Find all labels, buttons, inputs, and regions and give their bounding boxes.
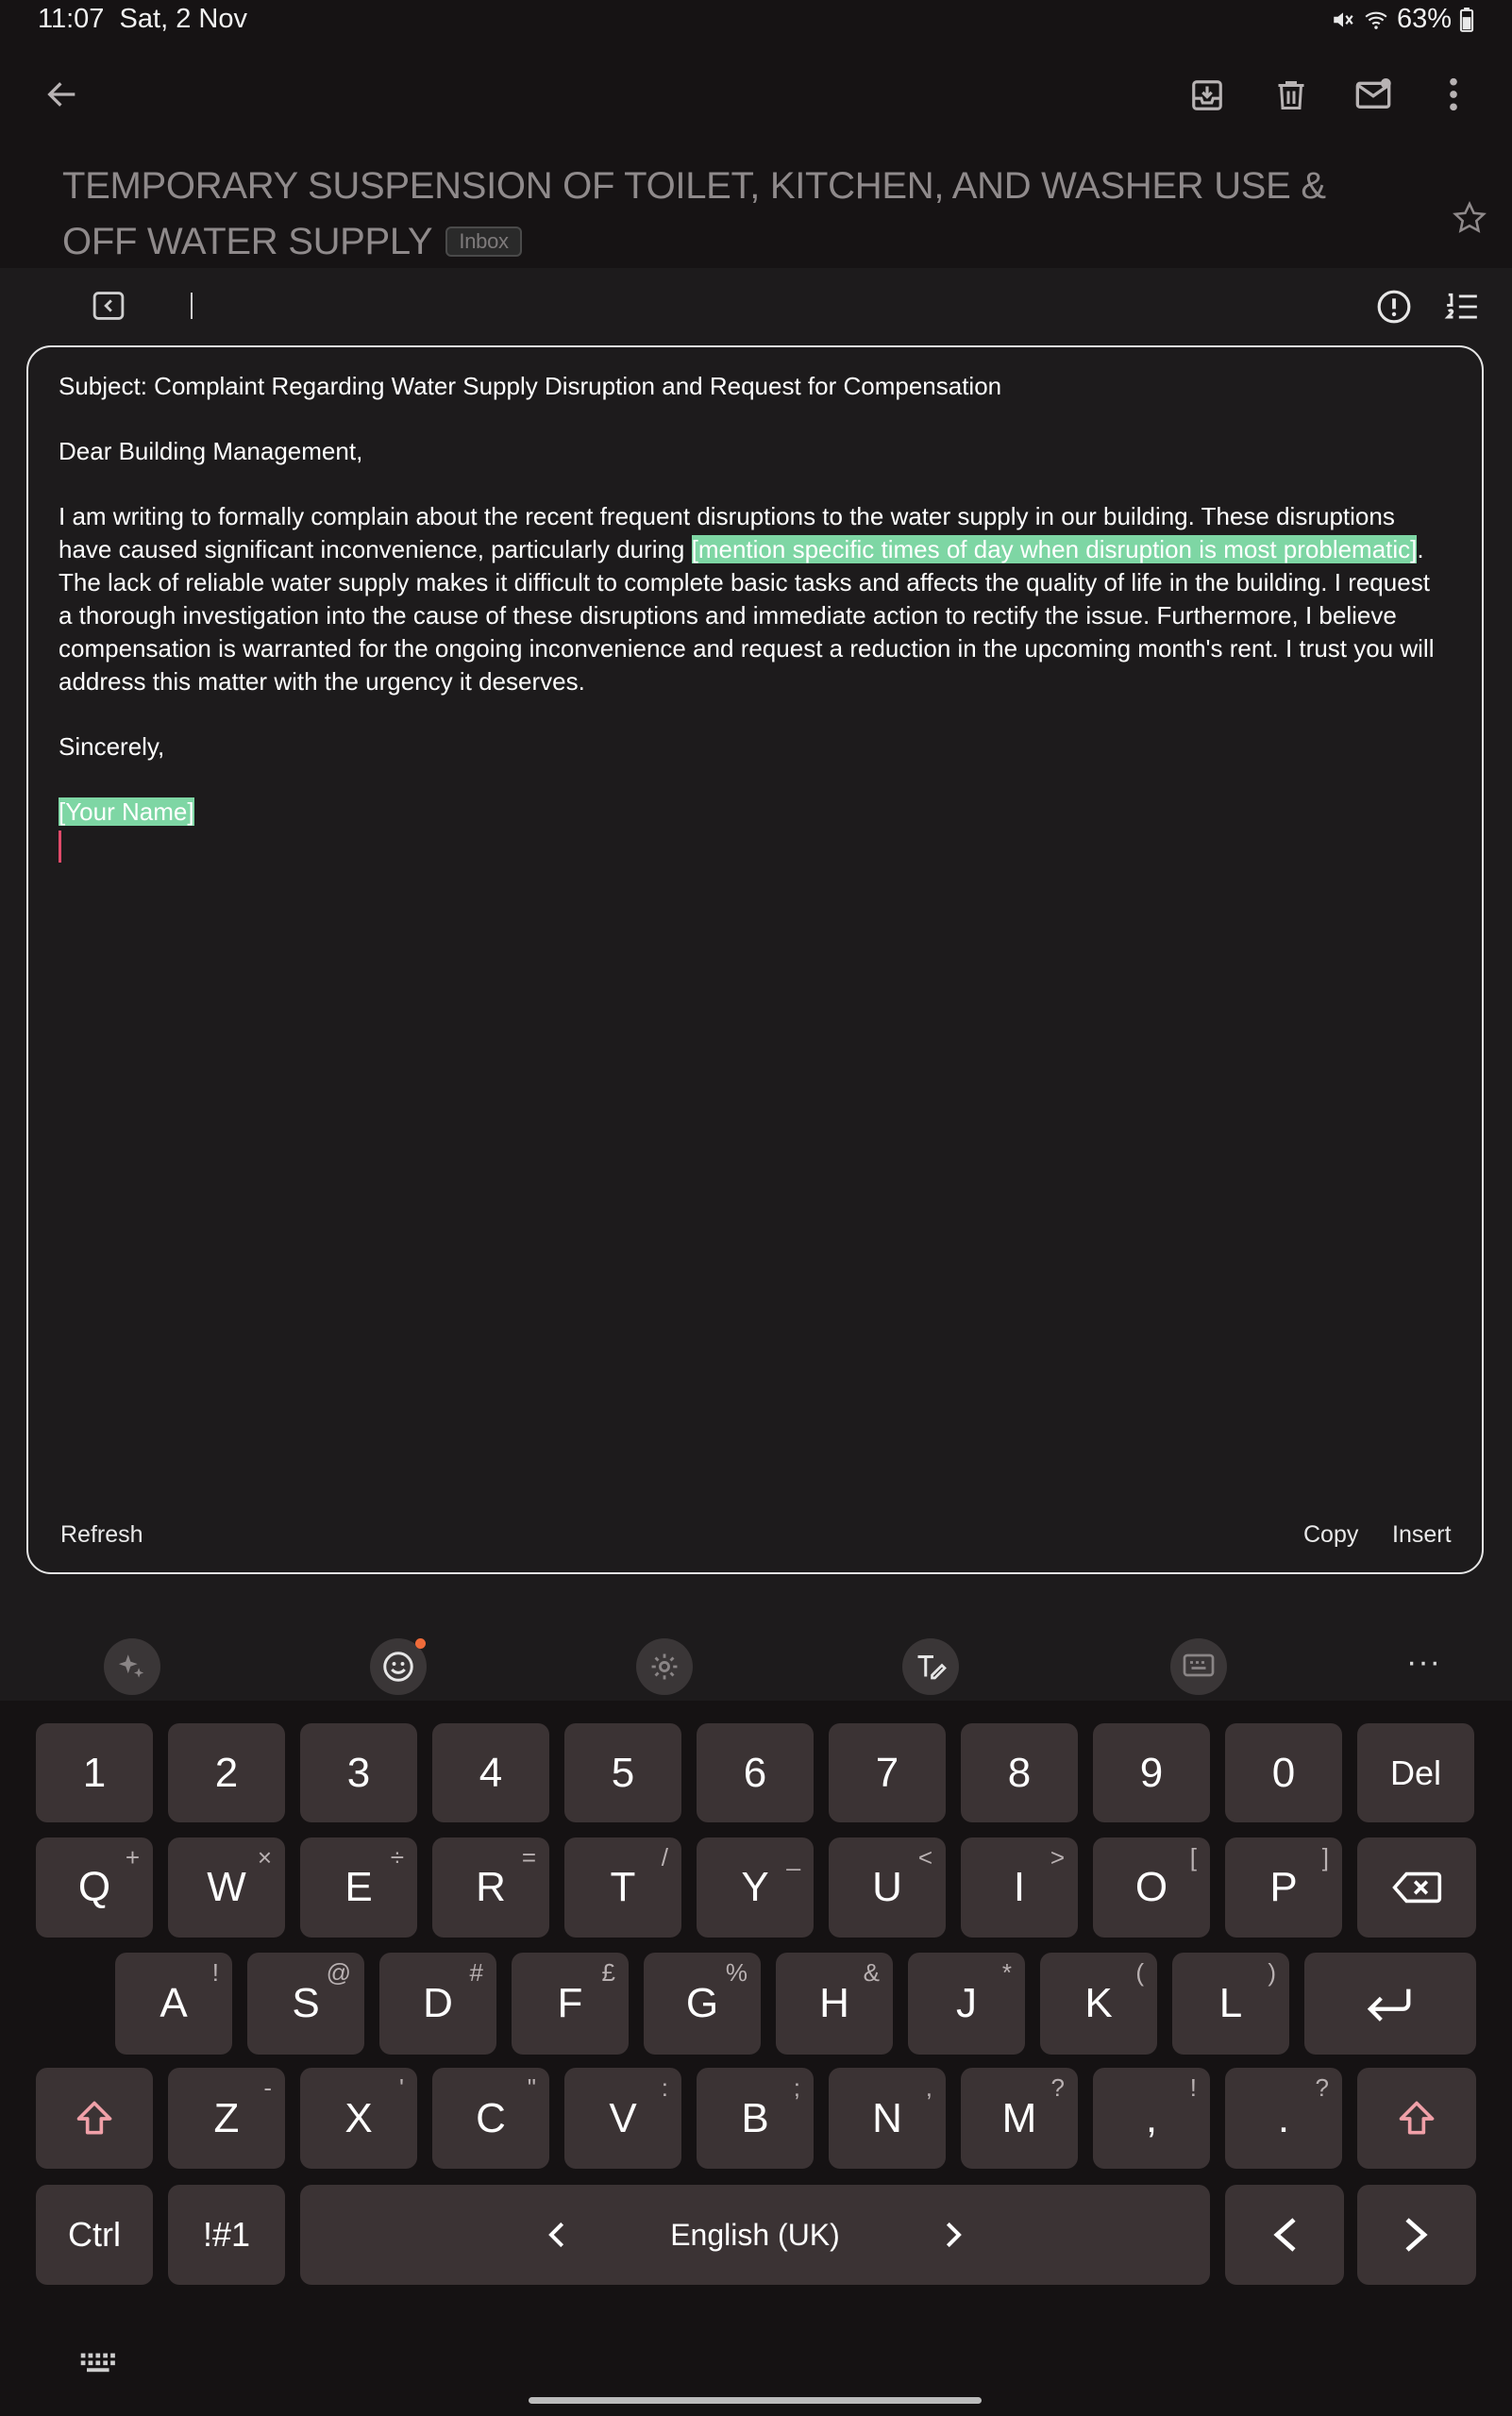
keyboard-layout-icon <box>1182 1652 1216 1682</box>
key-label: A <box>160 1980 188 2026</box>
cursor-left-key[interactable] <box>1225 2185 1344 2285</box>
key-hint: * <box>1001 1958 1012 1987</box>
key-label: H <box>819 1980 849 2026</box>
letter-subject-line: Subject: Complaint Regarding Water Supply Disruption and Request for Compensation <box>59 372 1002 400</box>
key-n[interactable] <box>829 2068 946 2169</box>
handwriting-icon <box>913 1650 949 1684</box>
key-e[interactable] <box>300 1837 417 1938</box>
key-label: 8 <box>1007 1749 1032 1796</box>
ctrl-key[interactable]: Ctrl <box>36 2185 153 2285</box>
keyboard-settings-button[interactable] <box>636 1638 693 1695</box>
key-u[interactable] <box>829 1837 946 1938</box>
status-time: 11:07 <box>38 4 105 34</box>
key-7[interactable] <box>829 1723 946 1822</box>
key-label: I <box>1013 1864 1026 1910</box>
mark-unread-icon[interactable] <box>1353 76 1393 113</box>
key-o[interactable] <box>1093 1837 1210 1938</box>
text-caret <box>59 830 61 863</box>
email-subject-title <box>62 159 1365 270</box>
key-5[interactable] <box>564 1723 681 1822</box>
key-label: T <box>610 1864 636 1910</box>
key-hint: ' <box>399 2073 404 2102</box>
copy-button[interactable]: Copy <box>1303 1521 1359 1548</box>
wifi-icon <box>1363 8 1389 32</box>
key-hint: = <box>521 1843 536 1871</box>
emoji-notification-dot <box>415 1638 426 1649</box>
placeholder-times-highlight[interactable]: [mention specific times of day when disruption is most problematic] <box>691 535 1418 563</box>
key-hint: + <box>125 1843 140 1871</box>
back-arrow-icon[interactable] <box>43 76 81 113</box>
key-label: 4 <box>479 1749 503 1796</box>
key-hint: ! <box>1189 2073 1197 2102</box>
key-label: R <box>476 1864 506 1910</box>
key-hint: ! <box>211 1958 219 1987</box>
keyboard-mode-button[interactable] <box>1170 1638 1227 1695</box>
key-label: 2 <box>214 1749 239 1796</box>
key-label: F <box>557 1980 583 2026</box>
shift-key-left[interactable] <box>36 2068 153 2169</box>
key-l[interactable] <box>1172 1953 1289 2055</box>
key-label: U <box>872 1864 902 1910</box>
info-alert-icon[interactable] <box>1376 289 1412 325</box>
enter-icon <box>1365 1985 1416 2022</box>
key-hint: " <box>527 2073 536 2102</box>
status-time-date <box>38 4 247 35</box>
key-hint: _ <box>786 1843 800 1871</box>
key-label: 1 <box>82 1749 107 1796</box>
key-6[interactable] <box>697 1723 814 1822</box>
key-label: Z <box>213 2094 240 2141</box>
gear-icon <box>648 1651 680 1683</box>
key-b[interactable] <box>697 2068 814 2169</box>
key-label: S <box>292 1980 320 2026</box>
refresh-button[interactable]: Refresh <box>60 1521 143 1548</box>
key-label: P <box>1269 1864 1298 1910</box>
toolbar-text-cursor <box>191 293 193 319</box>
key-del[interactable] <box>1357 1723 1474 1822</box>
status-icons <box>1331 4 1474 35</box>
key-label: E <box>344 1864 373 1910</box>
key-r[interactable] <box>432 1837 549 1938</box>
key-label: . <box>1277 2094 1290 2141</box>
key-label: 9 <box>1139 1749 1164 1796</box>
key-label: M <box>1001 2094 1037 2141</box>
key-hint: @ <box>326 1958 351 1987</box>
key-label: 6 <box>743 1749 767 1796</box>
key-0[interactable] <box>1225 1723 1342 1822</box>
letter-body-part2: . The lack of reliable water supply makes it difficult to complete basic tasks and affects the quality of life in the building. I request a thorough investigation into the cause of these disruptions and immediate action to rectify the issue. Furthermore, I believe compensation is warranted for the ongoing inconvenience and request a reduction in the upcoming month's rent. I trust you will address this matter with the urgency it deserves. <box>59 535 1435 696</box>
key-hint: × <box>257 1843 272 1871</box>
key-label: J <box>956 1980 977 2026</box>
key-9[interactable] <box>1093 1723 1210 1822</box>
key-hint: < <box>917 1843 932 1871</box>
key-hint: # <box>469 1958 483 1987</box>
key-label: , <box>1145 2094 1158 2141</box>
key-y[interactable] <box>697 1837 814 1938</box>
arrow-right-icon <box>1403 2216 1431 2254</box>
key-hint: ] <box>1321 1843 1329 1871</box>
key-label: Q <box>77 1864 111 1910</box>
key-3[interactable] <box>300 1723 417 1822</box>
key-hint: : <box>661 2073 668 2102</box>
letter-body-part1: I am writing to formally complain about the recent frequent disruptions to the water supply in our building. These disruptions have caused significant inconvenience, particularly during <box>59 502 1395 563</box>
key-g[interactable] <box>644 1953 761 2055</box>
star-icon[interactable] <box>1452 200 1487 236</box>
key-i[interactable] <box>961 1837 1078 1938</box>
key-label: L <box>1218 1980 1243 2026</box>
key-d[interactable] <box>379 1953 496 2055</box>
key-hint: ( <box>1135 1958 1144 1987</box>
enter-key[interactable] <box>1304 1953 1476 2055</box>
key-j[interactable] <box>908 1953 1025 2055</box>
shift-icon <box>1396 2098 1437 2139</box>
key-label: 5 <box>611 1749 635 1796</box>
key-hint: & <box>863 1958 880 1987</box>
key-4[interactable] <box>432 1723 549 1822</box>
key-label: Y <box>741 1864 769 1910</box>
key-hint: - <box>263 2073 272 2102</box>
insert-button[interactable]: Insert <box>1392 1521 1452 1548</box>
letter-body <box>59 500 1436 698</box>
backspace-key[interactable] <box>1357 1837 1476 1938</box>
key-hint: % <box>725 1958 748 1987</box>
key-f[interactable] <box>512 1953 629 2055</box>
key-label: Del <box>1389 1753 1442 1792</box>
arrow-left-icon <box>1270 2216 1299 2254</box>
key-label: C <box>476 2094 506 2141</box>
symbols-key[interactable]: !#1 <box>168 2185 285 2285</box>
shift-key-right[interactable] <box>1357 2068 1476 2169</box>
hide-keyboard-icon[interactable] <box>79 2352 115 2373</box>
battery-percent: 63% <box>1396 4 1452 34</box>
key-x[interactable] <box>300 2068 417 2169</box>
letter-closing: Sincerely, <box>59 732 165 761</box>
key-q[interactable] <box>36 1837 153 1938</box>
key-hint: ? <box>1050 2073 1065 2102</box>
key-label: 0 <box>1271 1749 1296 1796</box>
key-label: D <box>423 1980 453 2026</box>
key-p[interactable] <box>1225 1837 1342 1938</box>
space-bar[interactable] <box>300 2185 1210 2285</box>
key-2[interactable] <box>168 1723 285 1822</box>
key-1[interactable] <box>36 1723 153 1822</box>
key-label: G <box>685 1980 719 2026</box>
more-options-icon[interactable] <box>1442 76 1465 113</box>
key-label: 3 <box>346 1749 371 1796</box>
ai-tools-button[interactable] <box>104 1638 160 1695</box>
key-label: N <box>872 2094 902 2141</box>
key-hint: ? <box>1315 2073 1329 2102</box>
key-hint: ; <box>793 2073 800 2102</box>
key-label: V <box>609 2094 637 2141</box>
key-label: O <box>1134 1864 1168 1910</box>
key-hint: £ <box>601 1958 615 1987</box>
sparkle-icon <box>116 1651 148 1683</box>
archive-icon[interactable] <box>1189 77 1225 113</box>
key-label: B <box>741 2094 769 2141</box>
emoji-icon <box>381 1650 415 1684</box>
key-z[interactable] <box>168 2068 285 2169</box>
key-c[interactable] <box>432 2068 549 2169</box>
collapse-panel-icon[interactable] <box>92 291 125 321</box>
key-label: 7 <box>875 1749 899 1796</box>
shift-icon <box>74 2098 115 2139</box>
generated-letter-text[interactable] <box>59 370 1436 863</box>
backspace-icon <box>1391 1870 1442 1905</box>
key-w[interactable] <box>168 1837 285 1938</box>
key-8[interactable] <box>961 1723 1078 1822</box>
key-hint: / <box>661 1843 668 1871</box>
status-date: Sat, 2 Nov <box>119 4 247 34</box>
more-toolbar-options[interactable]: ··· <box>1406 1644 1441 1680</box>
key-hint: [ <box>1189 1843 1197 1871</box>
home-indicator-bar[interactable] <box>529 2397 982 2404</box>
battery-icon <box>1459 8 1474 32</box>
key-a[interactable] <box>115 1953 232 2055</box>
key-k[interactable] <box>1040 1953 1157 2055</box>
key-h[interactable] <box>776 1953 893 2055</box>
email-subject: TEMPORARY SUSPENSION OF TOILET, KITCHEN, AND WASHER USE & OFF WATER SUPPLY <box>62 165 1326 262</box>
key-label: X <box>344 2094 373 2141</box>
key-period[interactable] <box>1225 2068 1342 2169</box>
cursor-right-key[interactable] <box>1357 2185 1476 2285</box>
key-hint: > <box>1050 1843 1065 1871</box>
key-m[interactable] <box>961 2068 1078 2169</box>
chevron-left-icon <box>546 2221 566 2249</box>
key-comma[interactable] <box>1093 2068 1210 2169</box>
chevron-right-icon <box>944 2221 965 2249</box>
handwriting-button[interactable] <box>902 1638 959 1695</box>
language-label: English (UK) <box>670 2217 840 2252</box>
key-t[interactable] <box>564 1837 681 1938</box>
delete-icon[interactable] <box>1274 77 1308 113</box>
key-s[interactable] <box>247 1953 364 2055</box>
key-hint: ) <box>1268 1958 1276 1987</box>
inbox-label-badge[interactable]: Inbox <box>445 226 521 257</box>
placeholder-name-highlight[interactable]: [Your Name] <box>59 797 194 826</box>
format-list-icon[interactable] <box>1444 289 1480 325</box>
key-label: K <box>1084 1980 1113 2026</box>
mute-icon <box>1331 8 1355 32</box>
key-v[interactable] <box>564 2068 681 2169</box>
key-hint: ÷ <box>390 1843 404 1871</box>
letter-greeting: Dear Building Management, <box>59 437 363 465</box>
key-hint: , <box>925 2073 932 2102</box>
key-label: W <box>207 1864 246 1910</box>
